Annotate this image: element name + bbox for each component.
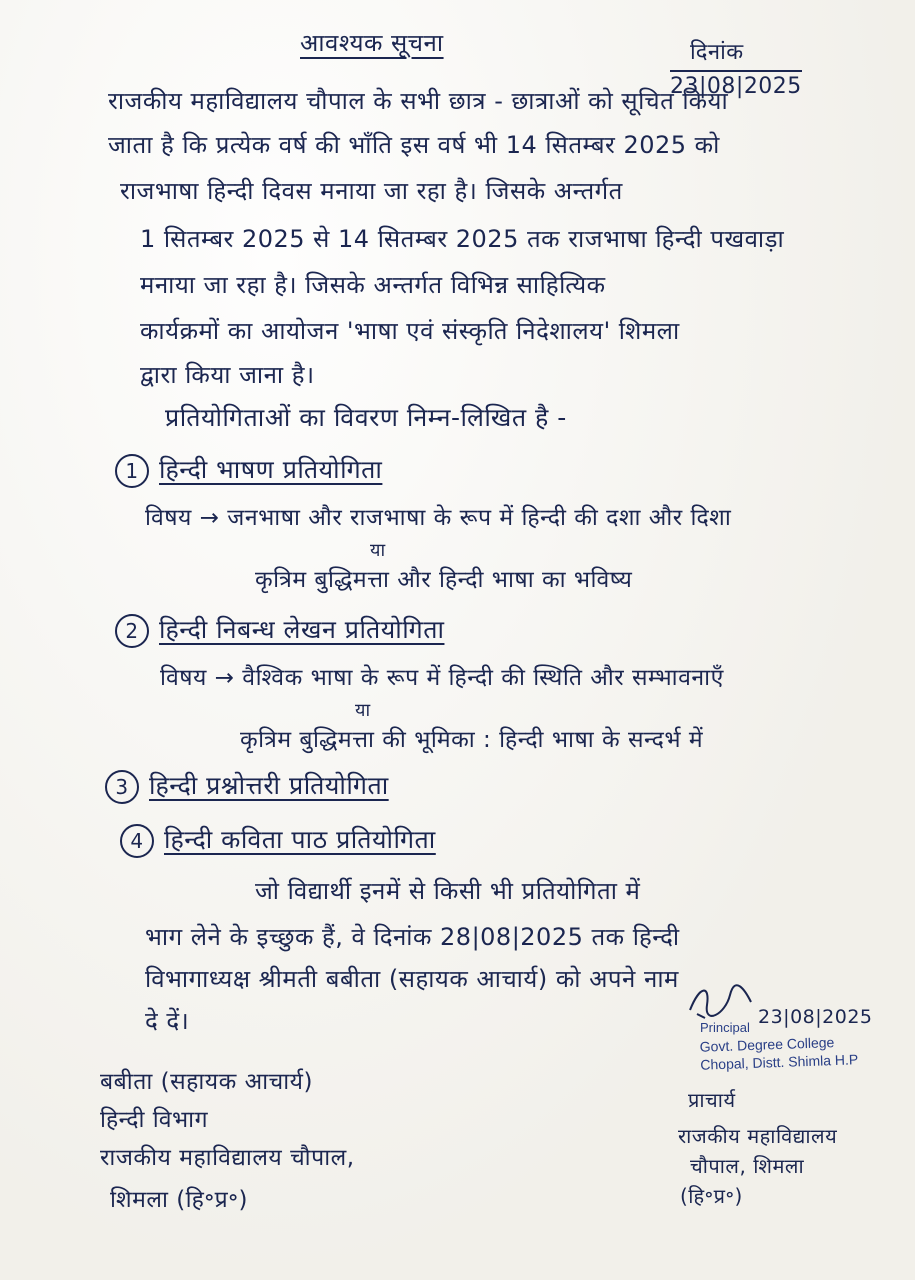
competition-topic [160,660,724,692]
left-sign-line: बबीता (सहायक आचार्य) [100,1069,313,1095]
or-label: या [370,540,386,561]
competition-item [115,612,444,648]
principal-signature [685,980,755,1020]
body-line: जाता है कि प्रत्येक वर्ष की भाँति इस वर्ष भी 14 सितम्बर 2025 को [108,131,720,159]
right-sign-line: चौपाल, शिमला [690,1154,805,1178]
right-sign-line: प्राचार्य [688,1088,736,1112]
topic-text: वैश्विक भाषा के रूप में हिन्दी की स्थिति और सम्भावनाएँ [242,665,724,691]
body-line: राजभाषा हिन्दी दिवस मनाया जा रहा है। जिसके अन्तर्गत [120,177,623,205]
left-sign-line: शिमला (हि॰प्र॰) [110,1187,249,1213]
competition-number: 2 [115,614,149,648]
topic-prefix: विषय → [145,505,220,531]
competition-number: 4 [120,824,154,858]
topic-prefix: विषय → [160,665,235,691]
date-label: दिनांक [690,40,744,65]
competition-number: 3 [105,770,139,804]
body-line: राजकीय महाविद्यालय चौपाल के सभी छात्र - छात्राओं को सूचित किया [108,87,729,115]
or-label: या [355,700,371,721]
competition-number: 1 [115,454,149,488]
competition-topic-alt: कृत्रिम बुद्धिमत्ता की भूमिका : हिन्दी भाषा के सन्दर्भ में [240,727,704,753]
stamp-line: Govt. Degree College [699,1034,835,1055]
competition-item [105,768,389,804]
notice-date: 23|08|2025 [670,70,802,99]
stamp-line: Chopal, Distt. Shimla H.P [700,1051,859,1073]
right-sign-line: राजकीय महाविद्यालय [678,1124,838,1148]
body-line: कार्यक्रमों का आयोजन 'भाषा एवं संस्कृति निदेशालय' शिमला [140,317,680,345]
competition-name: हिन्दी भाषण प्रतियोगिता [159,455,383,484]
competition-name: हिन्दी प्रश्नोत्तरी प्रतियोगिता [149,771,389,800]
competition-name: हिन्दी कविता पाठ प्रतियोगिता [164,825,436,854]
closing-line: भाग लेने के इच्छुक हैं, वे दिनांक 28|08|2025 तक हिन्दी [145,923,680,951]
closing-line: जो विद्यार्थी इनमें से किसी भी प्रतियोगिता में [255,877,641,905]
body-line: द्वारा किया जाना है। [140,361,315,389]
competitions-intro: प्रतियोगिताओं का विवरण निम्न-लिखित है - [165,403,567,432]
body-line: 1 सितम्बर 2025 से 14 सितम्बर 2025 तक राजभाषा हिन्दी पखवाड़ा [140,225,785,253]
college-stamp [699,1032,858,1073]
competition-topic [145,500,731,532]
competition-item [120,822,436,858]
closing-line: विभागाध्यक्ष श्रीमती बबीता (सहायक आचार्य) को अपने नाम [145,965,679,993]
competition-name: हिन्दी निबन्ध लेखन प्रतियोगिता [159,615,445,644]
left-sign-line: राजकीय महाविद्यालय चौपाल, [100,1145,355,1171]
competition-topic-alt: कृत्रिम बुद्धिमत्ता और हिन्दी भाषा का भविष्य [255,567,633,593]
closing-line: दे दें। [145,1007,190,1035]
competition-item [115,452,382,488]
notice-title: आवश्यक सूचना [300,29,444,57]
body-line: मनाया जा रहा है। जिसके अन्तर्गत विभिन्न साहित्यिक [140,271,606,299]
principal-sign-date: 23|08|2025 [758,1006,873,1028]
right-sign-line: (हि॰प्र॰) [680,1184,743,1208]
stamp-principal-title: Principal [700,1020,750,1035]
left-sign-line: हिन्दी विभाग [100,1107,209,1133]
topic-text: जनभाषा और राजभाषा के रूप में हिन्दी की दशा और दिशा [227,505,732,531]
